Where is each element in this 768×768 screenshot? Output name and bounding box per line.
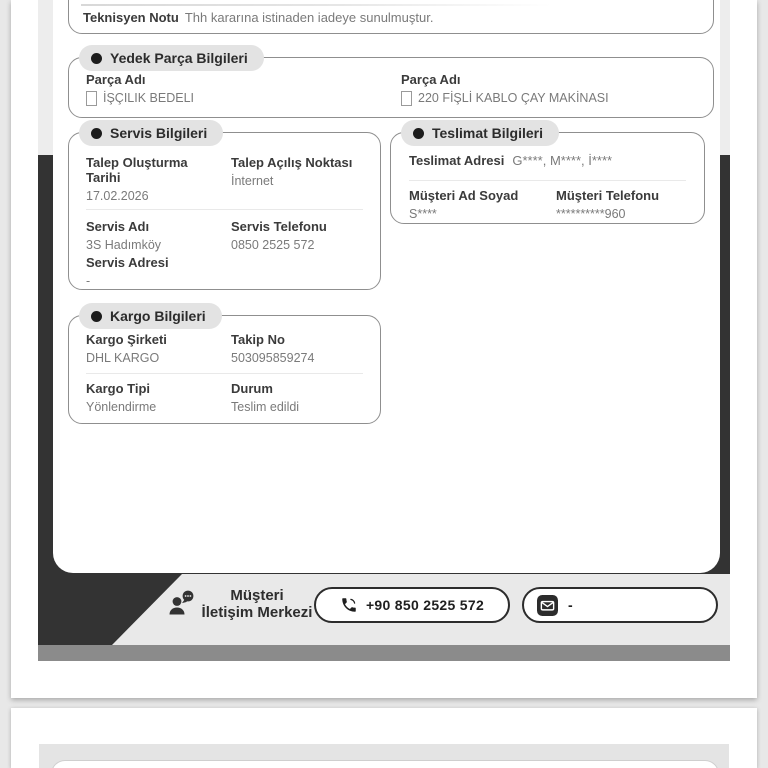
field-value: DHL KARGO — [86, 351, 160, 365]
field — [556, 188, 659, 222]
divider — [86, 209, 363, 210]
field-label: Servis Adresi — [86, 255, 169, 270]
field-label: Servis Adı — [86, 219, 150, 234]
field — [231, 381, 299, 415]
section-title: Yedek Parça Bilgileri — [110, 50, 248, 66]
missing-glyph-box — [86, 91, 97, 106]
field-label: Durum — [231, 381, 273, 396]
page2-content-box — [51, 760, 719, 768]
bullet-icon — [413, 128, 424, 139]
technician-note-label: Teknisyen Notu — [83, 10, 179, 25]
technician-note-value: Thh kararına istinaden iadeye sunulmuştur. — [184, 10, 434, 25]
field-value: 3S Hadımköy — [86, 238, 162, 252]
section-title-pill — [79, 45, 264, 71]
service-info-box — [68, 125, 381, 290]
field — [86, 219, 161, 253]
spare-parts-box — [68, 50, 714, 118]
field-label: Müşteri Ad Soyad — [409, 188, 519, 203]
field-value: Teslim edildi — [231, 400, 300, 414]
section-title: Servis Bilgileri — [110, 125, 208, 141]
divider — [409, 180, 686, 181]
phone-icon — [340, 596, 358, 614]
field-value: G****, M****, İ**** — [512, 153, 613, 168]
phone-contact-pill[interactable] — [314, 587, 510, 623]
bullet-icon — [91, 311, 102, 322]
field-label: Müşteri Telefonu — [556, 188, 660, 203]
field — [231, 219, 327, 253]
field-value: 503095859274 — [231, 351, 315, 365]
mail-icon — [537, 595, 558, 616]
field-label: Takip No — [231, 332, 285, 347]
spare-part-item — [401, 72, 609, 106]
field-label: Kargo Tipi — [86, 381, 151, 396]
section-title-pill — [79, 120, 223, 146]
field — [231, 155, 352, 189]
section-title: Kargo Bilgileri — [110, 308, 206, 324]
footer-gray-bar — [38, 645, 730, 661]
field — [231, 332, 314, 366]
section-title-pill — [79, 303, 222, 329]
divider — [81, 4, 551, 6]
field-value: İnternet — [231, 174, 274, 188]
footer-contact-line1: Müşteri — [230, 587, 284, 604]
bullet-icon — [91, 128, 102, 139]
field-value: 220 FİŞLİ KABLO ÇAY MAKİNASI — [418, 91, 609, 105]
field — [409, 188, 518, 222]
spare-part-item — [86, 72, 194, 106]
delivery-info-box — [390, 125, 705, 224]
field-label: Kargo Şirketi — [86, 332, 167, 347]
divider — [86, 373, 363, 374]
field — [86, 332, 167, 366]
phone-number: +90 850 2525 572 — [365, 597, 485, 613]
field-label: Talep Açılış Noktası — [231, 155, 353, 170]
cargo-info-box — [68, 308, 381, 424]
field-label: Teslimat Adresi — [409, 153, 505, 168]
customer-contact-icon — [166, 588, 200, 620]
bullet-icon — [91, 53, 102, 64]
field-value: 17.02.2026 — [86, 189, 149, 203]
field-value: S**** — [409, 207, 437, 221]
footer-contact-line2: İletişim Merkezi — [201, 604, 313, 621]
field — [86, 255, 169, 289]
technician-note-row — [83, 10, 433, 25]
field-value: **********960 — [556, 207, 626, 221]
section-title: Teslimat Bilgileri — [432, 125, 543, 141]
field-label: Talep Oluşturma Tarihi — [86, 155, 188, 185]
field — [86, 155, 211, 204]
missing-glyph-box — [401, 91, 412, 106]
technician-note-box — [68, 0, 714, 34]
field-label: Parça Adı — [86, 72, 146, 87]
section-title-pill — [401, 120, 559, 146]
field-label: Servis Telefonu — [231, 219, 327, 234]
field-value: İŞÇILIK BEDELI — [103, 91, 195, 105]
field-label: Parça Adı — [401, 72, 461, 87]
field-value: Yönlendirme — [86, 400, 157, 414]
footer-contact-label — [200, 587, 314, 621]
field-value: 0850 2525 572 — [231, 238, 315, 252]
email-value: - — [568, 597, 573, 613]
email-contact-pill[interactable] — [522, 587, 718, 623]
field — [409, 153, 612, 168]
field — [86, 381, 156, 415]
field-value: - — [86, 274, 91, 288]
